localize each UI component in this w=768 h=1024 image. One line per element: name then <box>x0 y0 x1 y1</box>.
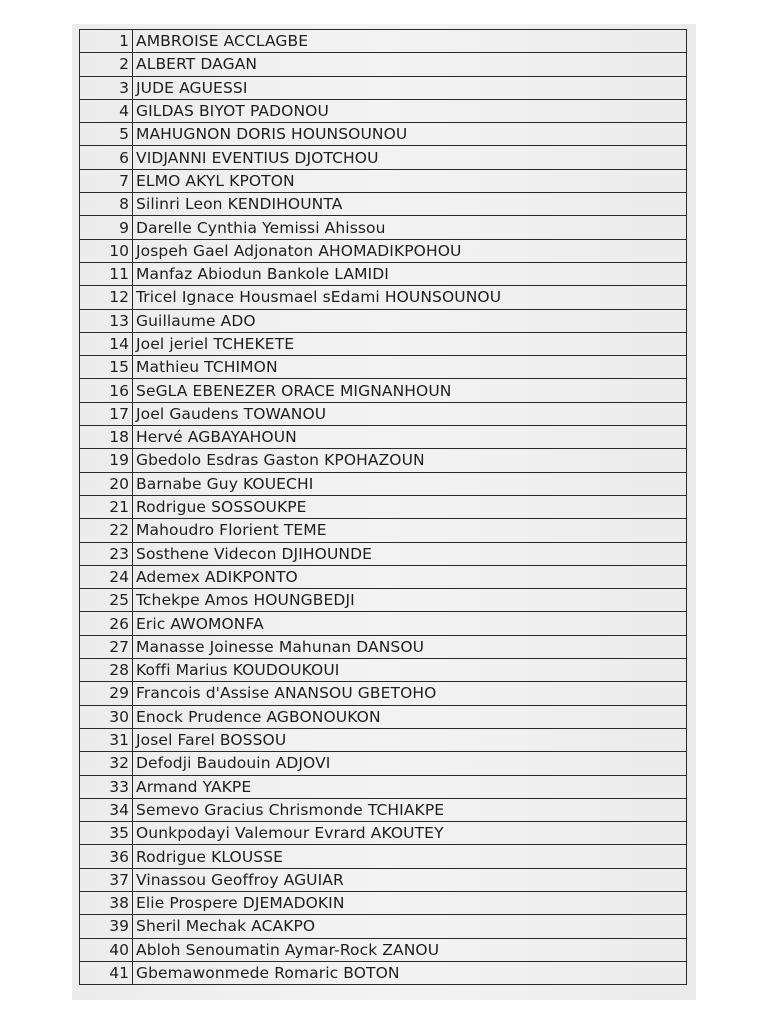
row-number: 31 <box>80 728 133 751</box>
row-number: 29 <box>80 682 133 705</box>
row-number: 27 <box>80 635 133 658</box>
person-name: Manfaz Abiodun Bankole LAMIDI <box>133 262 687 285</box>
table-row <box>80 309 687 332</box>
table-row <box>80 402 687 425</box>
row-number: 37 <box>80 868 133 891</box>
person-name: SeGLA EBENEZER ORACE MIGNANHOUN <box>133 379 687 402</box>
person-name: Ademex ADIKPONTO <box>133 565 687 588</box>
table-row <box>80 169 687 192</box>
table-row <box>80 239 687 262</box>
row-number: 34 <box>80 798 133 821</box>
row-number: 35 <box>80 822 133 845</box>
table-row <box>80 915 687 938</box>
table-row <box>80 589 687 612</box>
person-name: MAHUGNON DORIS HOUNSOUNOU <box>133 123 687 146</box>
person-name: ALBERT DAGAN <box>133 53 687 76</box>
person-name: Koffi Marius KOUDOUKOUI <box>133 659 687 682</box>
row-number: 24 <box>80 565 133 588</box>
person-name: Elie Prospere DJEMADOKIN <box>133 891 687 914</box>
document-page <box>72 24 696 1000</box>
row-number: 19 <box>80 449 133 472</box>
person-name: Ounkpodayi Valemour Evrard AKOUTEY <box>133 822 687 845</box>
person-name: Barnabe Guy KOUECHI <box>133 472 687 495</box>
person-name: Josel Farel BOSSOU <box>133 728 687 751</box>
table-row <box>80 262 687 285</box>
table-row <box>80 332 687 355</box>
person-name: Hervé AGBAYAHOUN <box>133 426 687 449</box>
row-number: 9 <box>80 216 133 239</box>
table-row <box>80 193 687 216</box>
table-row <box>80 868 687 891</box>
table-row <box>80 286 687 309</box>
person-name: ELMO AKYL KPOTON <box>133 169 687 192</box>
person-name: Tricel Ignace Housmael sEdami HOUNSOUNOU <box>133 286 687 309</box>
row-number: 18 <box>80 426 133 449</box>
table-row <box>80 938 687 961</box>
person-name: Manasse Joinesse Mahunan DANSOU <box>133 635 687 658</box>
row-number: 30 <box>80 705 133 728</box>
table-row <box>80 728 687 751</box>
person-name: Mathieu TCHIMON <box>133 356 687 379</box>
table-row <box>80 356 687 379</box>
table-row <box>80 891 687 914</box>
person-name: GILDAS BIYOT PADONOU <box>133 99 687 122</box>
row-number: 33 <box>80 775 133 798</box>
row-number: 38 <box>80 891 133 914</box>
row-number: 5 <box>80 123 133 146</box>
table-row <box>80 659 687 682</box>
person-name: AMBROISE ACCLAGBE <box>133 30 687 53</box>
table-row <box>80 426 687 449</box>
row-number: 1 <box>80 30 133 53</box>
person-name: Rodrigue KLOUSSE <box>133 845 687 868</box>
row-number: 16 <box>80 379 133 402</box>
person-name: Eric AWOMONFA <box>133 612 687 635</box>
row-number: 4 <box>80 99 133 122</box>
table-row <box>80 542 687 565</box>
table-row <box>80 961 687 984</box>
person-name: Vinassou Geoffroy AGUIAR <box>133 868 687 891</box>
table-row <box>80 775 687 798</box>
person-name: Jospeh Gael Adjonaton AHOMADIKPOHOU <box>133 239 687 262</box>
row-number: 25 <box>80 589 133 612</box>
row-number: 28 <box>80 659 133 682</box>
row-number: 17 <box>80 402 133 425</box>
person-name: Gbemawonmede Romaric BOTON <box>133 961 687 984</box>
table-row <box>80 53 687 76</box>
row-number: 13 <box>80 309 133 332</box>
row-number: 3 <box>80 76 133 99</box>
row-number: 26 <box>80 612 133 635</box>
table-row <box>80 379 687 402</box>
table-row <box>80 472 687 495</box>
person-name: Mahoudro Florient TEME <box>133 519 687 542</box>
person-name: Rodrigue SOSSOUKPE <box>133 495 687 518</box>
person-name: Silinri Leon KENDIHOUNTA <box>133 193 687 216</box>
table-row <box>80 565 687 588</box>
table-row <box>80 798 687 821</box>
person-name: Armand YAKPE <box>133 775 687 798</box>
table-row <box>80 99 687 122</box>
row-number: 39 <box>80 915 133 938</box>
row-number: 11 <box>80 262 133 285</box>
name-list-body <box>80 30 687 985</box>
table-row <box>80 76 687 99</box>
person-name: JUDE AGUESSI <box>133 76 687 99</box>
person-name: Defodji Baudouin ADJOVI <box>133 752 687 775</box>
row-number: 21 <box>80 495 133 518</box>
row-number: 20 <box>80 472 133 495</box>
table-row <box>80 752 687 775</box>
table-row <box>80 519 687 542</box>
row-number: 22 <box>80 519 133 542</box>
person-name: Guillaume ADO <box>133 309 687 332</box>
table-row <box>80 30 687 53</box>
row-number: 2 <box>80 53 133 76</box>
person-name: Joel jeriel TCHEKETE <box>133 332 687 355</box>
table-row <box>80 123 687 146</box>
table-row <box>80 845 687 868</box>
row-number: 23 <box>80 542 133 565</box>
person-name: Sheril Mechak ACAKPO <box>133 915 687 938</box>
person-name: Sosthene Videcon DJIHOUNDE <box>133 542 687 565</box>
table-row <box>80 705 687 728</box>
row-number: 7 <box>80 169 133 192</box>
person-name: VIDJANNI EVENTIUS DJOTCHOU <box>133 146 687 169</box>
row-number: 6 <box>80 146 133 169</box>
table-row <box>80 635 687 658</box>
table-row <box>80 822 687 845</box>
row-number: 40 <box>80 938 133 961</box>
person-name: Abloh Senoumatin Aymar-Rock ZANOU <box>133 938 687 961</box>
table-row <box>80 682 687 705</box>
person-name: Gbedolo Esdras Gaston KPOHAZOUN <box>133 449 687 472</box>
row-number: 15 <box>80 356 133 379</box>
row-number: 12 <box>80 286 133 309</box>
table-row <box>80 612 687 635</box>
table-row <box>80 449 687 472</box>
row-number: 41 <box>80 961 133 984</box>
person-name: Tchekpe Amos HOUNGBEDJI <box>133 589 687 612</box>
table-row <box>80 495 687 518</box>
row-number: 36 <box>80 845 133 868</box>
person-name: Semevo Gracius Chrismonde TCHIAKPE <box>133 798 687 821</box>
table-row <box>80 216 687 239</box>
person-name: Joel Gaudens TOWANOU <box>133 402 687 425</box>
person-name: Darelle Cynthia Yemissi Ahissou <box>133 216 687 239</box>
row-number: 32 <box>80 752 133 775</box>
table-row <box>80 146 687 169</box>
row-number: 10 <box>80 239 133 262</box>
row-number: 8 <box>80 193 133 216</box>
name-list-table <box>79 29 687 985</box>
person-name: Francois d'Assise ANANSOU GBETOHO <box>133 682 687 705</box>
person-name: Enock Prudence AGBONOUKON <box>133 705 687 728</box>
row-number: 14 <box>80 332 133 355</box>
